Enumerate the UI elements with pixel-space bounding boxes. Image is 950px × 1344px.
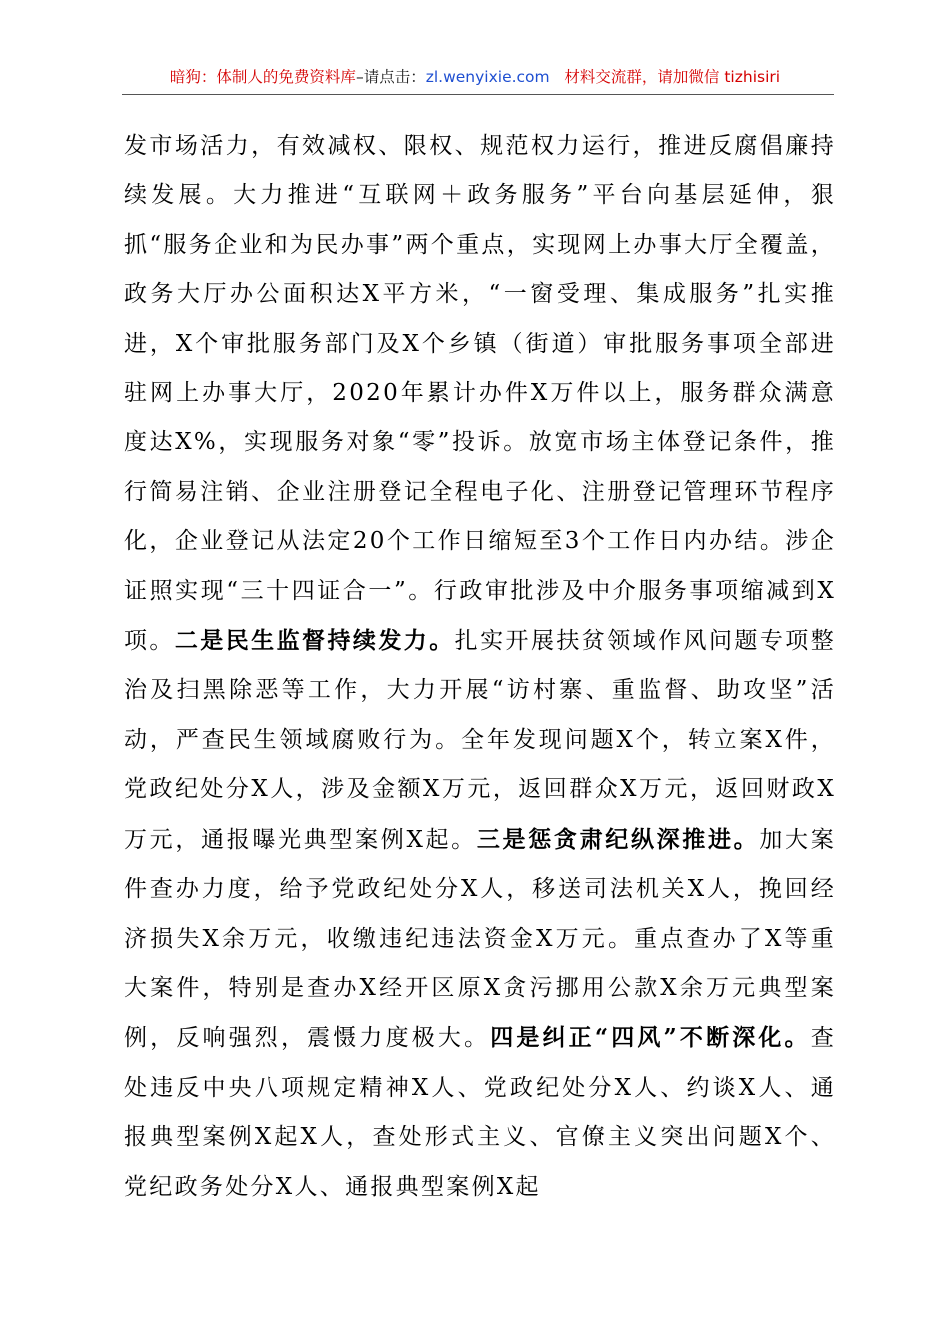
body-text-4: 查处违反中央八项规定精神X人、党政纪处分X人、约谈X人、通报典型案例X起X人，查处形式主义、官僚主义突出问题X个、党纪政务处分X人、通报典型案例X起 (124, 1025, 837, 1200)
section-heading-2: 二是民生监督持续发力。 (174, 627, 455, 655)
header-divider (122, 94, 834, 95)
section-heading-4: 四是纠正“四风”不断深化。 (490, 1024, 811, 1052)
section-heading-3: 三是惩贪肃纪纵深推进。 (476, 825, 760, 853)
page-header (0, 66, 950, 88)
header-url-link[interactable]: zl.wenyixie.com (425, 68, 550, 86)
body-text-2: 扎实开展扶贫领域作风问题专项整治及扫黑除恶等工作，大力开展“访村寨、重监督、助攻坚”活动，严查民生领域腐败行为。全年发现问题X个，转立案X件，党政纪处分X人，涉及金额X万元，返回群众X万元，返回财政X万元，通报曝光典型案例X起。 (124, 628, 836, 853)
body-text-3: 加大案件查办力度，给予党政纪处分X人，移送司法机关X人，挽回经济损失X余万元，收缴违纪违法资金X万元。重点查办了X等重大案件，特别是查办X经开区原X贪污挪用公款X余万元典型案例，反响强烈，震慑力度极大。 (124, 826, 836, 1052)
header-contact: 材料交流群，请加微信 tizhisiri (564, 68, 781, 86)
body-paragraph (124, 122, 836, 1212)
header-click-prompt: –请点击： (355, 68, 426, 86)
header-brand: 暗狗：体制人的免费资料库 (169, 68, 356, 86)
body-text-1: 发市场活力，有效减权、限权、规范权力运行，推进反腐倡廉持续发展。大力推进“互联网＋政务服务”平台向基层延伸，狠抓“服务企业和为民办事”两个重点，实现网上办事大厅全覆盖，政务大厅办公面积达X平方米，“一窗受理、集成服务”扎实推进，X个审批服务部门及X个乡镇（街道）审批服务事项全部进驻网上办事大厅，2020年累计办件X万件以上，服务群众满意度达X%，实现服务对象“零”投诉。放宽市场主体登记条件，推行简易注销、企业注册登记全程电子化、注册登记管理环节程序化，企业登记从法定20个工作日缩短至3个工作日内办结。涉企证照实现“三十四证合一”。行政审批涉及中介服务事项缩减到X项。 (124, 133, 836, 655)
